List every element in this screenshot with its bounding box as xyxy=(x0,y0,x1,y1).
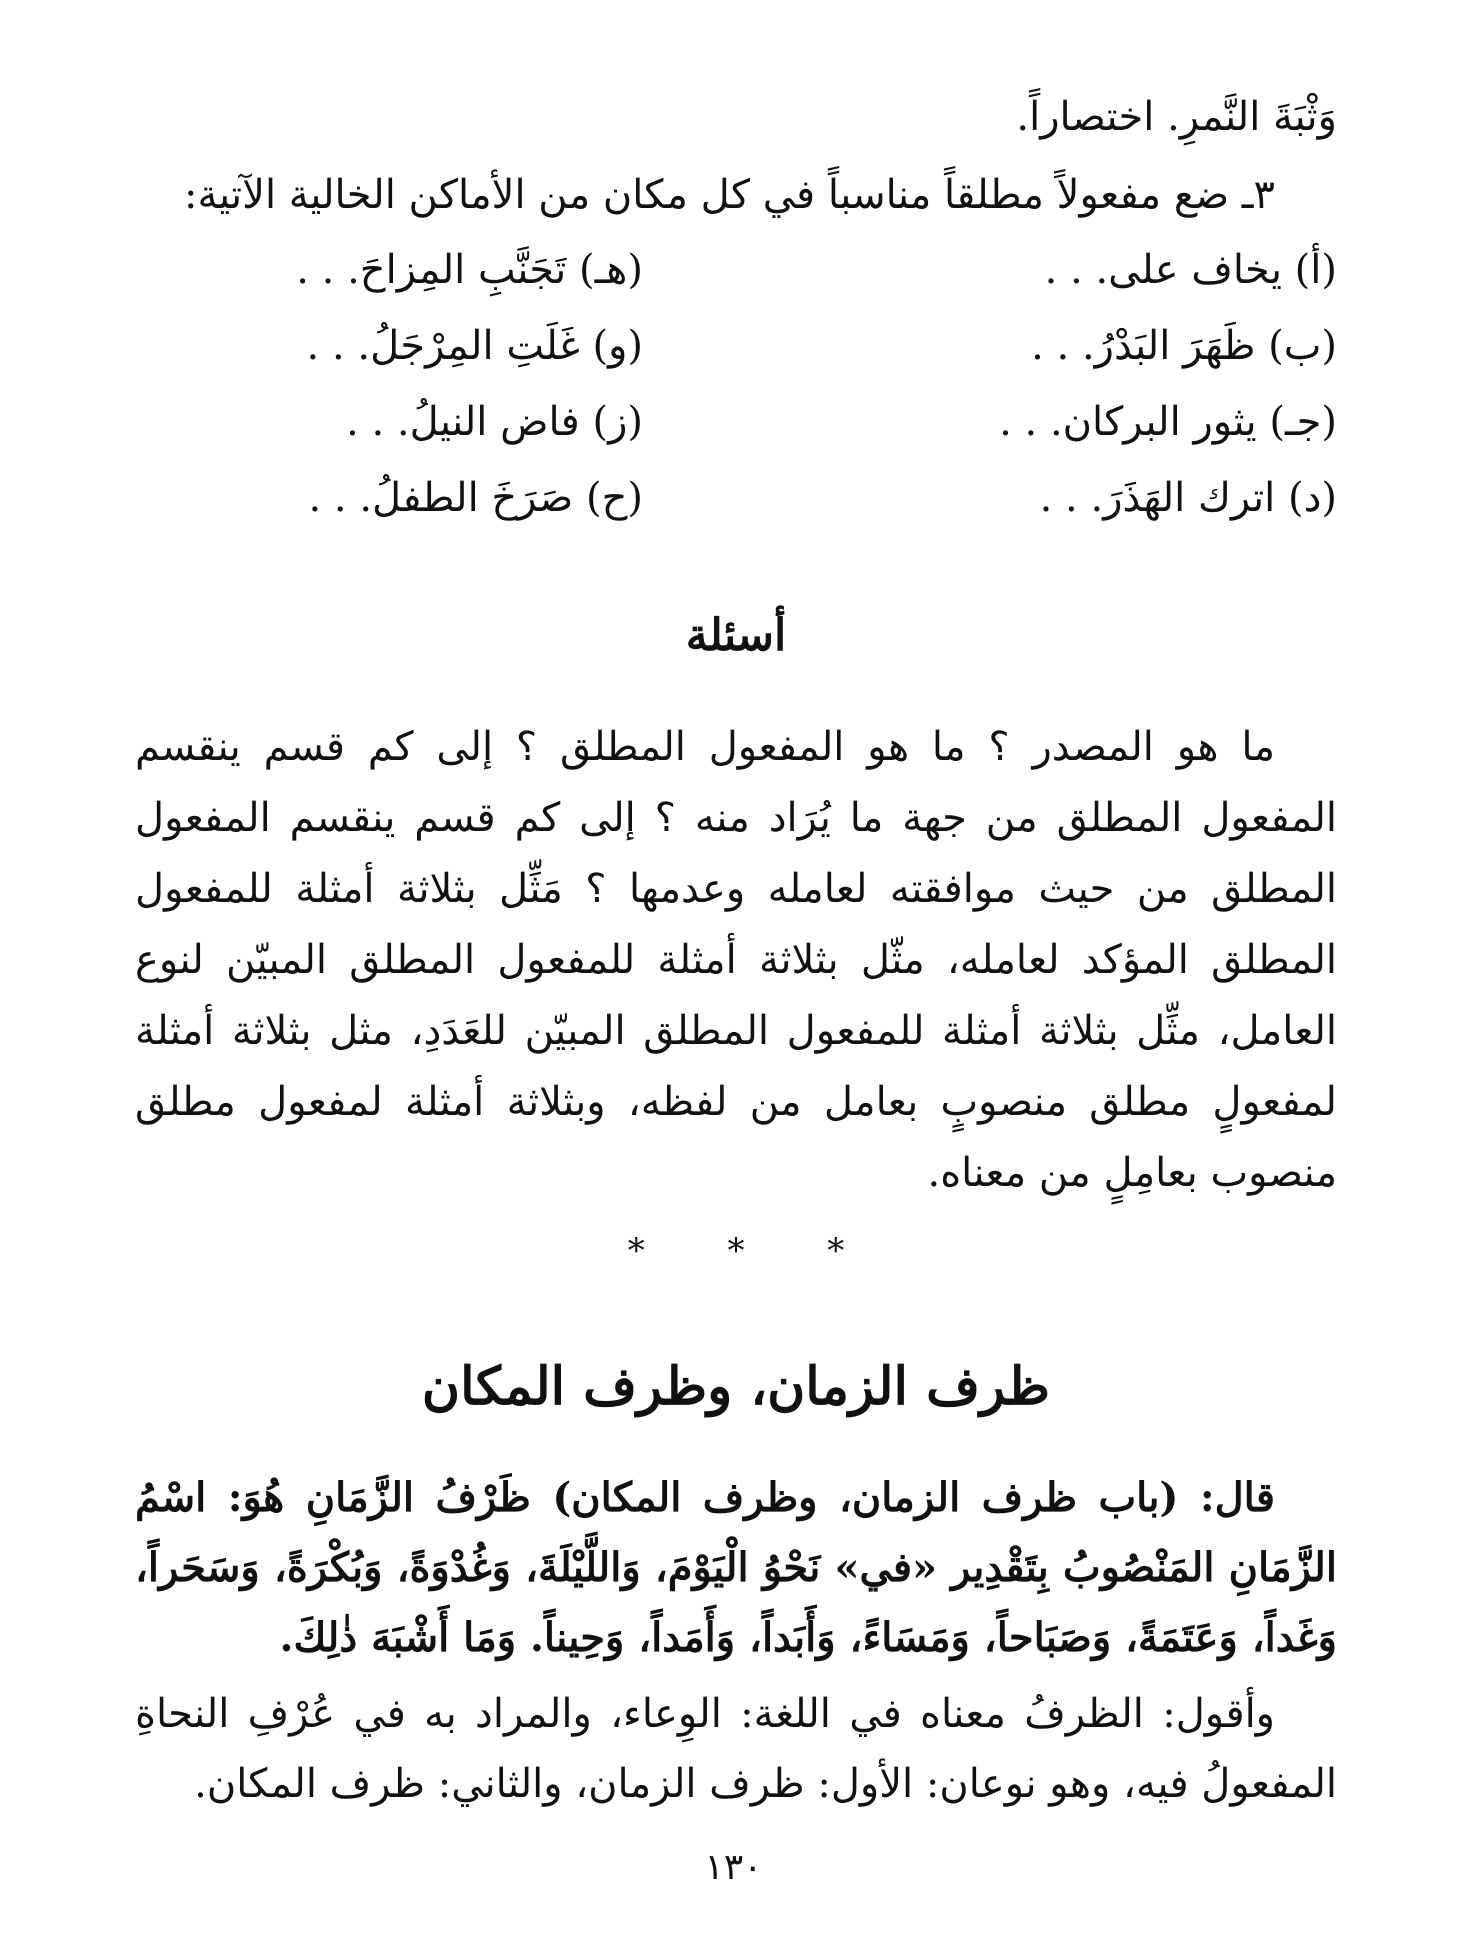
exercise-item: (د) اترك الهَذَرَ. . . xyxy=(1039,475,1337,521)
chapter-title: ظرف الزمان، وظرف المكان xyxy=(421,1356,1051,1417)
exercise-title: ٣ـ ضع مفعولاً مطلقاً مناسباً في كل مكان من الأماكن الخالية الآتية: xyxy=(184,172,1275,218)
matn-paragraph: قال: (باب ظرف الزمان، وظرف المكان) ظَرْفُ الزَّمَانِ هُوَ: اسْمُ الزَّمَانِ المَنْصُوبُ بِتَقْدِير «في» نَحْوُ الْيَوْمَ، وَاللَّيْلَةَ، وَغُدْوَةً، وَبُكْرَةً، وَسَحَراً، وَغَداً، وَعَتَمَةً، وَصَبَاحاً، وَمَسَاءً، وَأَبَداً، وَأَمَداً، وَحِيناً. وَمَا أَشْبَهَ ذٰلِكَ. xyxy=(135,1474,1337,1661)
page-number: ١٣٠ xyxy=(704,1847,763,1888)
exercise-item: (أ) يخاف على. . . xyxy=(1044,247,1337,293)
exercise-items xyxy=(135,232,1337,536)
exercise-item: (جـ) يثور البركان. . . xyxy=(999,399,1337,445)
commentary-paragraph: وأقول: الظرفُ معناه في اللغة: الوِعاء، والمراد به في عُرْفِ النحاةِ المفعولُ فيه، وهو نوعان: الأول: ظرف الزمان، والثاني: ظرف المكان. xyxy=(135,1691,1337,1807)
exercise-item: (ز) فاض النيلُ. . . xyxy=(346,399,643,445)
section-divider: * * * xyxy=(627,1231,881,1271)
exercise-item: (ب) ظَهَرَ البَدْرُ. . . xyxy=(1031,323,1337,369)
exercise-item: (هـ) تَجَنَّبِ المِزاحَ. . . xyxy=(296,247,643,293)
exercise-item: (و) غَلَتِ المِرْجَلُ. . . xyxy=(306,323,643,369)
top-line: وَثْبَةَ النَّمرِ. اختصاراً. xyxy=(1016,94,1337,140)
exercise-item: (ح) صَرَخَ الطفلُ. . . xyxy=(308,475,643,521)
questions-paragraph: ما هو المصدر ؟ ما هو المفعول المطلق ؟ إلى كم قسم ينقسم المفعول المطلق من جهة ما يُرَاد منه ؟ إلى كم قسم ينقسم المفعول المطلق من حيث موافقته لعامله وعدمها ؟ مَثِّل بثلاثة أمثلة للمفعول المطلق المؤكد لعامله، مثّل بثلاثة أمثلة للمفعول المطلق المبيّن لنوع العامل، مثِّل بثلاثة أمثلة للمفعول المطلق المبيّن للعَدَدِ، مثل بثلاثة أمثلة لمفعولٍ مطلق منصوبٍ بعامل من لفظه، وبثلاثة أمثلة لمفعول مطلق منصوب بعامِلٍ من معناه. xyxy=(135,724,1337,1196)
questions-heading: أسئلة xyxy=(685,610,787,661)
